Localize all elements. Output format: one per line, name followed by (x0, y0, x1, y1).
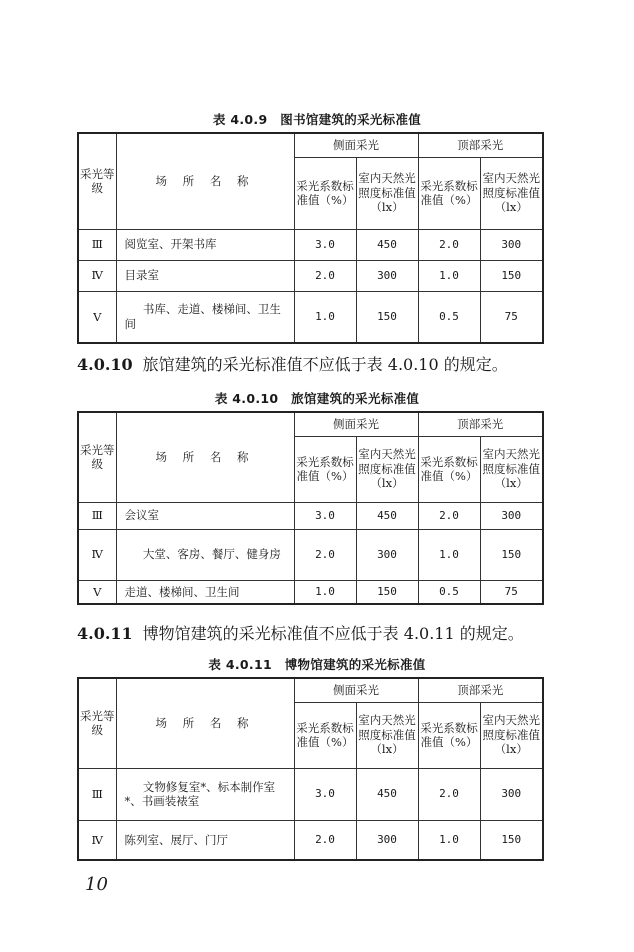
museum-lighting-table (77, 677, 544, 861)
value-cell: 300 (480, 229, 543, 260)
header-illuminance: 室内天然光照度标准值（lx） (356, 157, 418, 229)
value-cell: 2.0 (294, 529, 356, 580)
table-row (78, 502, 543, 529)
value-cell: 300 (480, 768, 543, 820)
header-coefficient: 采光系数标准值（%） (294, 702, 356, 768)
grade-cell: Ⅴ (78, 291, 116, 343)
header-coefficient: 采光系数标准值（%） (418, 436, 480, 502)
table-row (78, 529, 543, 580)
table-caption: 表 4.0.10 旅馆建筑的采光标准值 (214, 391, 420, 406)
page-number: 10 (85, 874, 108, 895)
value-cell: 0.5 (418, 580, 480, 604)
value-cell: 300 (356, 260, 418, 291)
grade-cell: Ⅳ (78, 529, 116, 580)
value-cell: 450 (356, 768, 418, 820)
header-coefficient: 采光系数标准值（%） (294, 436, 356, 502)
library-lighting-table (77, 132, 544, 344)
place-name-cell: 阅览室、开架书库 (116, 229, 294, 260)
place-name-cell: 书库、走道、楼梯间、卫生间 (116, 291, 294, 343)
header-illuminance: 室内天然光照度标准值（lx） (356, 436, 418, 502)
header-name: 场 所 名 称 (116, 678, 294, 768)
header-grade: 采光等级 (78, 412, 116, 502)
value-cell: 450 (356, 229, 418, 260)
clause-number: 4.0.10 (77, 355, 133, 374)
table-row (78, 580, 543, 604)
grade-cell: Ⅴ (78, 580, 116, 604)
place-name-cell: 走道、楼梯间、卫生间 (116, 580, 294, 604)
place-name-cell: 目录室 (116, 260, 294, 291)
value-cell: 2.0 (418, 229, 480, 260)
place-name-cell: 文物修复室*、标本制作室*、书画装裱室 (116, 768, 294, 820)
value-cell: 3.0 (294, 502, 356, 529)
value-cell: 450 (356, 502, 418, 529)
header-illuminance: 室内天然光照度标准值（lx） (480, 157, 543, 229)
header-coefficient: 采光系数标准值（%） (418, 157, 480, 229)
value-cell: 150 (480, 260, 543, 291)
table-row (78, 820, 543, 860)
value-cell: 1.0 (418, 260, 480, 291)
value-cell: 75 (480, 291, 543, 343)
clause-4-0-11 (77, 621, 524, 644)
header-name: 场 所 名 称 (116, 133, 294, 229)
clause-text: 博物馆建筑的采光标准值不应低于表 4.0.11 的规定。 (142, 624, 524, 643)
value-cell: 2.0 (418, 768, 480, 820)
table-caption: 表 4.0.11 博物馆建筑的采光标准值 (208, 657, 426, 672)
header-coefficient: 采光系数标准值（%） (418, 702, 480, 768)
table-row (78, 260, 543, 291)
header-grade: 采光等级 (78, 678, 116, 768)
header-illuminance: 室内天然光照度标准值（lx） (356, 702, 418, 768)
value-cell: 300 (356, 529, 418, 580)
clause-text: 旅馆建筑的采光标准值不应低于表 4.0.10 的规定。 (142, 355, 508, 374)
value-cell: 300 (356, 820, 418, 860)
grade-cell: Ⅲ (78, 768, 116, 820)
header-side-lighting: 侧面采光 (294, 412, 418, 436)
value-cell: 1.0 (418, 820, 480, 860)
value-cell: 300 (480, 502, 543, 529)
table-caption: 表 4.0.9 图书馆建筑的采光标准值 (212, 112, 422, 127)
value-cell: 2.0 (418, 502, 480, 529)
header-top-lighting: 顶部采光 (418, 412, 543, 436)
value-cell: 3.0 (294, 229, 356, 260)
grade-cell: Ⅲ (78, 502, 116, 529)
hotel-lighting-table (77, 411, 544, 605)
place-name-cell: 大堂、客房、餐厅、健身房 (116, 529, 294, 580)
value-cell: 0.5 (418, 291, 480, 343)
value-cell: 3.0 (294, 768, 356, 820)
place-name-cell: 会议室 (116, 502, 294, 529)
header-illuminance: 室内天然光照度标准值（lx） (480, 436, 543, 502)
value-cell: 150 (356, 291, 418, 343)
table-row (78, 768, 543, 820)
grade-cell: Ⅲ (78, 229, 116, 260)
table-row (78, 291, 543, 343)
header-grade: 采光等级 (78, 133, 116, 229)
value-cell: 1.0 (294, 580, 356, 604)
grade-cell: Ⅳ (78, 820, 116, 860)
value-cell: 2.0 (294, 820, 356, 860)
grade-cell: Ⅳ (78, 260, 116, 291)
table-row (78, 229, 543, 260)
header-side-lighting: 侧面采光 (294, 133, 418, 157)
header-name: 场 所 名 称 (116, 412, 294, 502)
value-cell: 1.0 (418, 529, 480, 580)
value-cell: 150 (480, 820, 543, 860)
header-coefficient: 采光系数标准值（%） (294, 157, 356, 229)
value-cell: 1.0 (294, 291, 356, 343)
header-illuminance: 室内天然光照度标准值（lx） (480, 702, 543, 768)
clause-4-0-10 (77, 352, 508, 375)
clause-number: 4.0.11 (77, 624, 133, 643)
value-cell: 150 (480, 529, 543, 580)
header-top-lighting: 顶部采光 (418, 133, 543, 157)
header-side-lighting: 侧面采光 (294, 678, 418, 702)
value-cell: 150 (356, 580, 418, 604)
header-top-lighting: 顶部采光 (418, 678, 543, 702)
place-name-cell: 陈列室、展厅、门厅 (116, 820, 294, 860)
value-cell: 75 (480, 580, 543, 604)
value-cell: 2.0 (294, 260, 356, 291)
